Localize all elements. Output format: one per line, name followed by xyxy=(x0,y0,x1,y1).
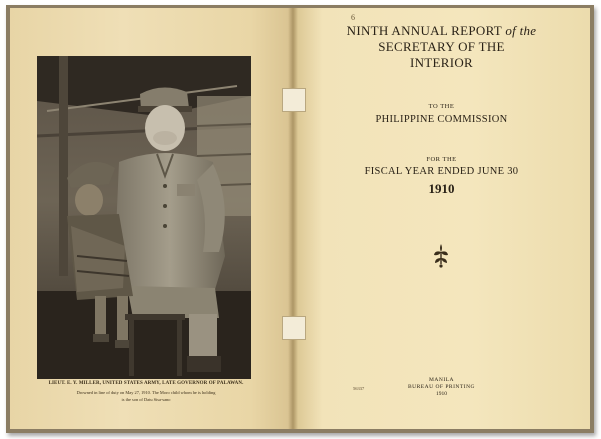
fiscal-year-line: FISCAL YEAR ENDED JUNE 30 xyxy=(364,166,519,177)
caption-title: LIEUT. E. Y. MILLER, UNITED STATES ARMY, LATE GOVERNOR OF PALAWAN. xyxy=(48,381,244,386)
left-page xyxy=(10,8,293,429)
binding-tab-bottom xyxy=(282,316,306,340)
printers-ornament-icon xyxy=(431,242,451,268)
report-title-line-2: SECRETARY OF THE xyxy=(378,39,505,54)
for-the-label: FOR THE xyxy=(426,156,457,163)
to-the-label: TO THE xyxy=(428,103,455,110)
book-gutter xyxy=(288,8,298,429)
commission-name: PHILIPPINE COMMISSION xyxy=(375,114,508,125)
caption-line-2: is the son of Datu Sisa-sano xyxy=(121,397,171,402)
binding-tab-top xyxy=(282,88,306,112)
caption-line-1: Drowned in line of duty on May 27, 1910. The Moro child whom he is holding xyxy=(76,390,216,395)
portrait-image xyxy=(37,56,251,379)
frontispiece-photo xyxy=(37,56,251,379)
title-page xyxy=(293,8,590,429)
book-spread xyxy=(10,8,590,429)
page-mark: 6 xyxy=(351,13,355,22)
publisher-year: 1910 xyxy=(436,391,447,397)
publisher-city: MANILA xyxy=(429,377,454,383)
report-title-line-3: INTERIOR xyxy=(409,55,474,70)
print-number: 56337 xyxy=(353,386,365,391)
report-title-italic: of the xyxy=(505,23,537,38)
report-title-line-1 xyxy=(293,23,590,39)
publisher-name: BUREAU OF PRINTING xyxy=(407,384,476,390)
report-year: 1910 xyxy=(428,181,455,196)
report-title-main: NINTH ANNUAL REPORT xyxy=(346,23,506,38)
